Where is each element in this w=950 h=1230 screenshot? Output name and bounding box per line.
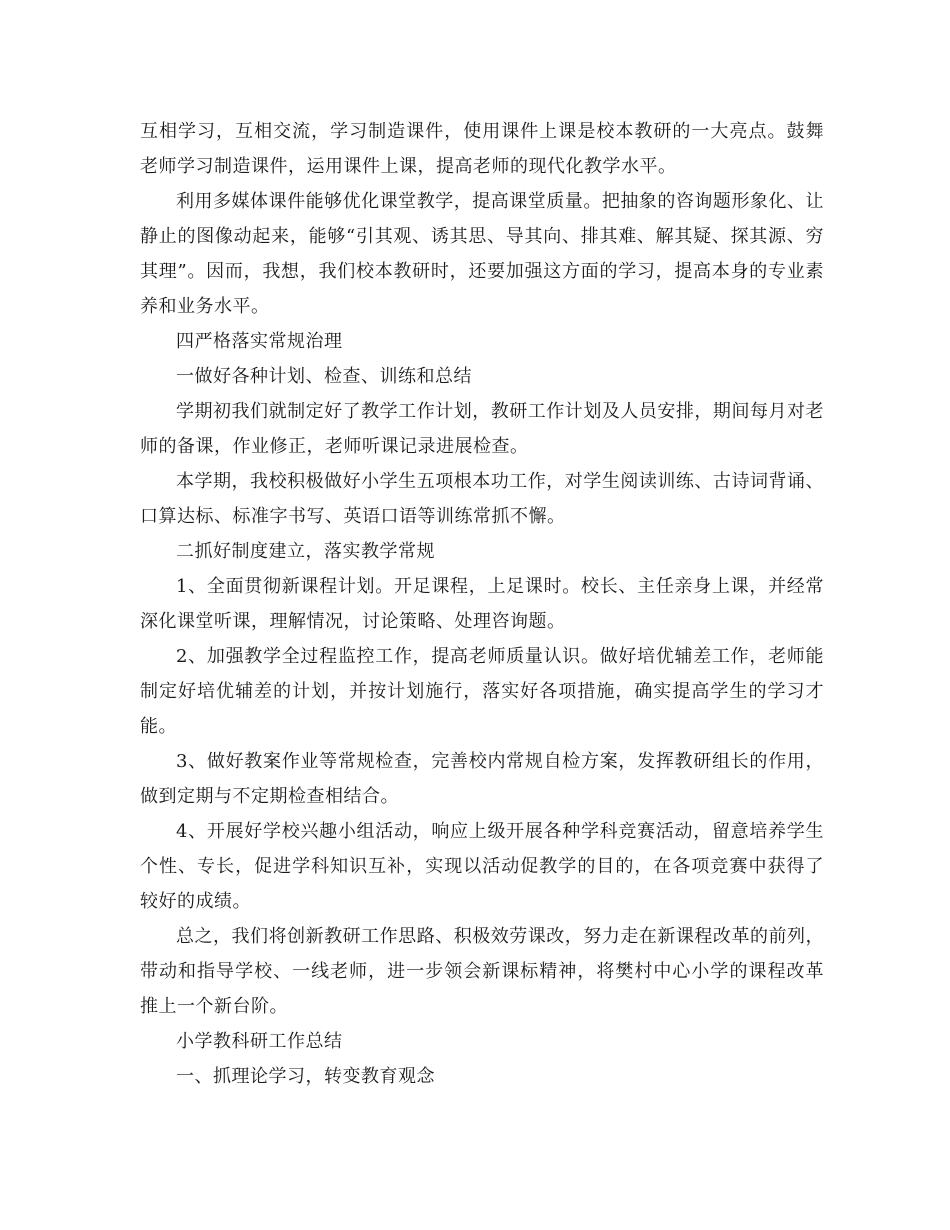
paragraph: 利用多媒体课件能够优化课堂教学，提高课堂质量。把抽象的咨询题形象化、让静止的图像动起来，能够“引其观、诱其思、导其向、排其难、解其疑、探其源、穷其理”。因而，我想，我们校本教研时，还要加强这方面的学习，提高本身的专业素养和业务水平。 <box>140 191 824 317</box>
section-heading: 四严格落实常规治理 <box>176 331 343 352</box>
paragraph: 总之，我们将创新教研工作思路、积极效劳课改，努力走在新课程改革的前列，带动和指导学校、一线老师，进一步领会新课标精神，将樊村中心小学的课程改革推上一个新台阶。 <box>140 926 824 1017</box>
list-item: 2、加强教学全过程监控工作，提高老师质量认识。做好培优辅差工作，老师能制定好培优辅差的计划，并按计划施行，落实好各项措施，确实提高学生的学习才能。 <box>140 646 824 737</box>
list-item: 1、全面贯彻新课程计划。开足课程，上足课时。校长、主任亲身上课，并经常深化课堂听课，理解情况，讨论策略、处理咨询题。 <box>140 576 824 632</box>
subsection-heading: 二抓好制度建立，落实教学常规 <box>176 541 435 562</box>
paragraph: 本学期，我校积极做好小学生五项根本功工作，对学生阅读训练、古诗词背诵、口算达标、标准字书写、英语口语等训练常抓不懈。 <box>140 471 824 527</box>
paragraph: 学期初我们就制定好了教学工作计划，教研工作计划及人员安排，期间每月对老师的备课，作业修正，老师听课记录进展检查。 <box>140 401 824 457</box>
section-heading: 一、抓理论学习，转变教育观念 <box>176 1066 435 1087</box>
list-item: 4、开展好学校兴趣小组活动，响应上级开展各种学科竞赛活动，留意培养学生个性、专长，促进学科知识互补，实现以活动促教学的目的，在各项竞赛中获得了较好的成绩。 <box>140 821 824 912</box>
list-item: 3、做好教案作业等常规检查，完善校内常规自检方案，发挥教研组长的作用，做到定期与不定期检查相结合。 <box>140 751 824 807</box>
subsection-heading: 一做好各种计划、检查、训练和总结 <box>176 366 472 387</box>
paragraph-continued: 互相学习，互相交流，学习制造课件，使用课件上课是校本教研的一大亮点。鼓舞老师学习制造课件，运用课件上课，提高老师的现代化教学水平。 <box>140 121 824 177</box>
document-title: 小学教科研工作总结 <box>176 1031 343 1052</box>
document-body <box>140 114 824 1094</box>
